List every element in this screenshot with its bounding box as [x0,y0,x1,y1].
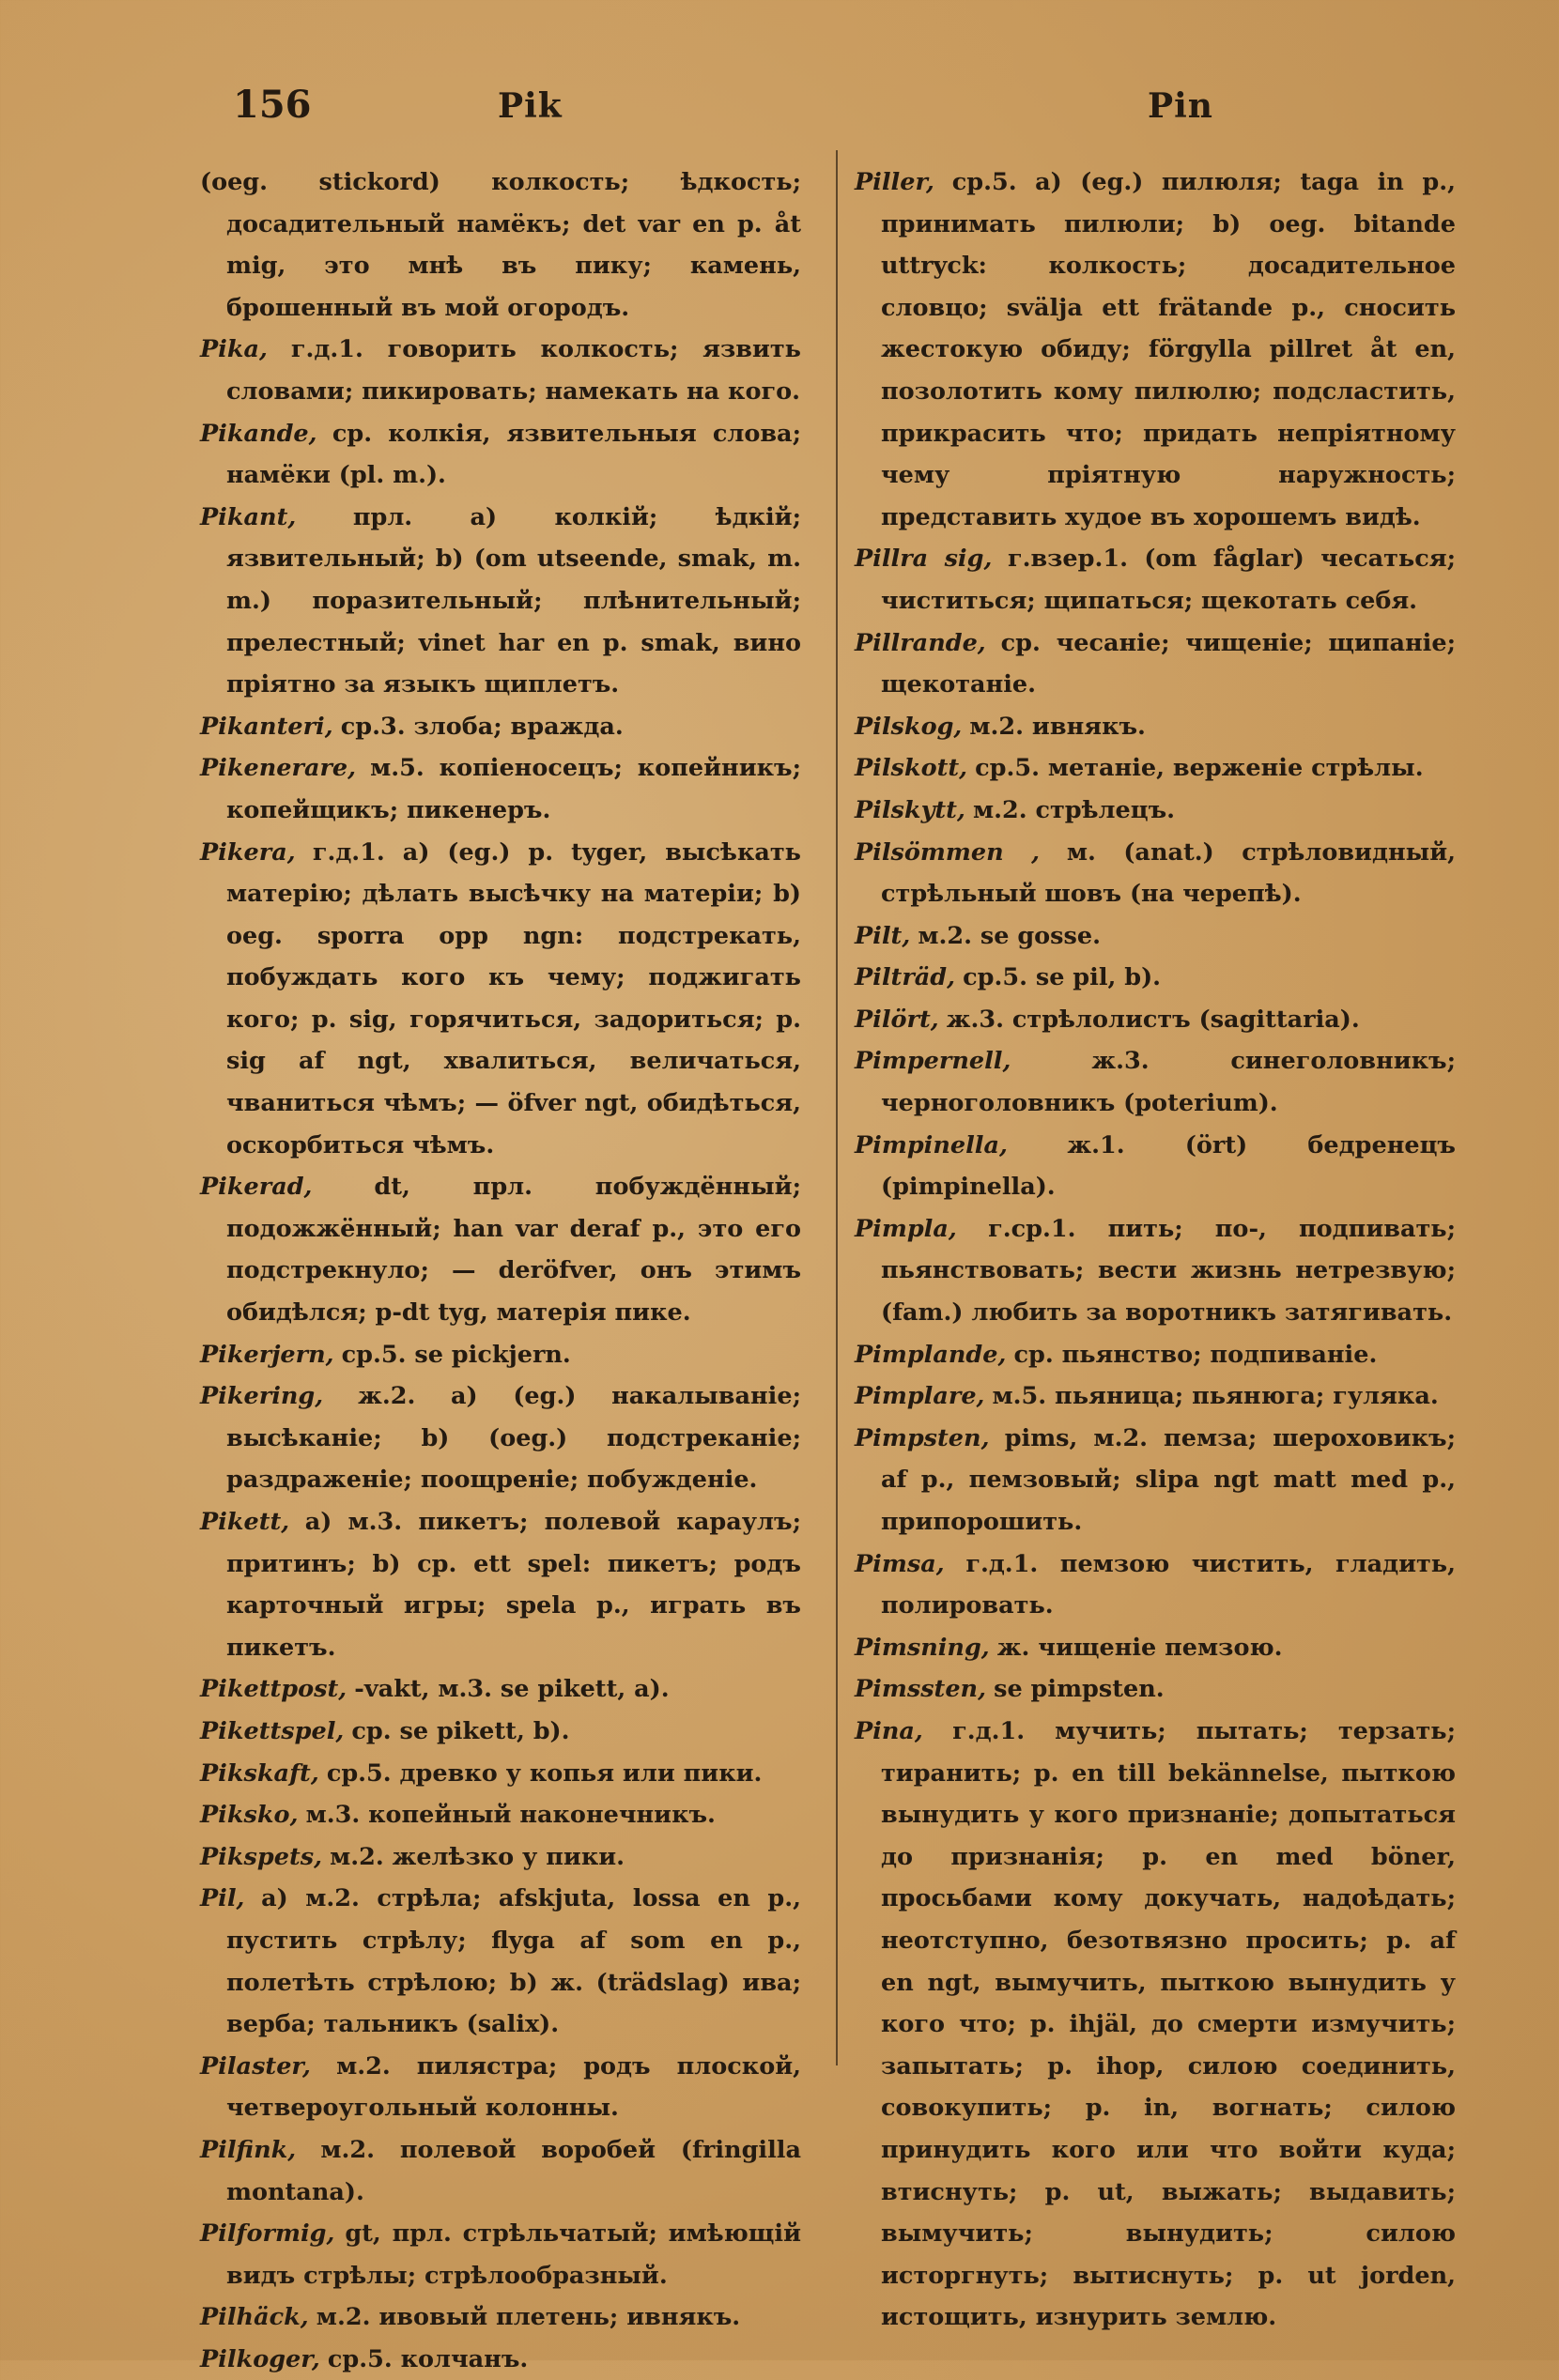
entry-headword: Pikant, [200,502,297,531]
dictionary-entry [200,497,801,706]
entry-headword: Pikskaft, [200,1758,319,1788]
entry-headword: Pimpinella, [855,1130,1008,1159]
dictionary-entry [200,1166,801,1333]
entry-definition: ср.5. a) (eg.) пилюля; taga in p., принимать пилюли; b) oeg. bitande uttryck: колкость; досадительное словцо; svälja ett frätande p., сносить жестокую обиду; förgylla pillret åt en, позолотить кому пилюлю; подсластить, прикрасить что; придать непріятному чему пріятную наружность; представить худое въ хорошемъ видѣ. [881,168,1456,531]
entry-definition: ср. se pikett, b). [351,1716,570,1745]
entry-definition: ср.5. метаніе, верженіе стрѣлы. [975,754,1424,783]
entry-headword: Pimsa, [855,1549,945,1578]
dictionary-entry [855,1418,1456,1543]
entry-definition: ж. чищеніе пемзою. [996,1633,1283,1662]
entry-definition: pims, м.2. пемза; шероховикъ; af p., пемзовый; slipa ngt matt med p., припорошить. [881,1423,1457,1536]
entry-headword: Pimplare, [855,1382,985,1411]
entry-headword: Pikerjern, [200,1340,334,1369]
column-divider [836,150,838,2065]
entry-headword: Pikerad, [200,1173,313,1202]
entry-definition: ж.1. (ört) бедренецъ (pimpinella). [881,1130,1456,1202]
entry-headword: Pikenerare, [200,754,357,783]
entry-definition: м. (anat.) стрѣловидный, стрѣльный шовъ (на черепѣ). [881,837,1456,909]
left-column [200,161,801,2380]
entry-headword: Pilhäck, [200,2303,309,2332]
dictionary-entry [200,329,801,412]
entry-definition: м.2. ивнякъ. [969,712,1146,741]
entry-headword: Pikettspel, [200,1716,345,1745]
entry-headword: Pikett, [200,1508,290,1536]
entry-definition: ср.5. se pil, b). [963,963,1162,992]
dictionary-entry [200,161,801,329]
dictionary-entry [855,538,1456,622]
entry-definition: a) м.3. пикетъ; полевой караулъ; притинъ; b) ср. ett spel: пикетъ; родъ карточный игры; spela p., играть въ пикетъ. [226,1508,801,1662]
entry-definition: м.5. пьяница; пьянюга; гуляка. [992,1382,1439,1411]
entry-definition: se pimpsten. [994,1675,1165,1704]
entry-headword: Pilkoger, [200,2344,320,2373]
entry-definition: ср.5. древко у копья или пики. [326,1758,763,1788]
entry-headword: Pilt, [855,921,911,950]
dictionary-entry [200,1878,801,2045]
entry-definition: м.2. желѣзко у пики. [330,1842,625,1871]
entry-definition: г.д.1. мучить; пытать; терзать; тиранить; p. en till bekännelse, пыткою вынудить у кого признаніе; допытаться до признанія; p. en med böner, просьбами кому докучать, надоѣдать; неотступно, безотвязно просить; p. af en ngt, вымучить, пыткою вынудить у кого что; p. ihjäl, до смерти измучить; запытать; p. ihop, силою соединить, совокупить; p. in, вогнать; силою принудить кого или что войти куда; втиснуть; p. ut, выжать; выдавить; вымучить; вынудить; силою исторгнуть; вытиснуть; p. ut jorden, истощить, изнурить землю. [881,1716,1456,2332]
entry-headword: Pilträd, [855,963,955,992]
entry-definition: ср. пьянство; подпиваніе. [1013,1340,1378,1369]
entry-headword: Pillra sig, [855,545,993,574]
entry-headword: Pimsning, [855,1633,990,1662]
entry-definition: ср.5. se pickjern. [341,1340,571,1369]
entry-headword: Pikering, [200,1382,324,1411]
dictionary-entry [200,832,801,1167]
dictionary-entry [200,1668,801,1711]
entry-definition: прл. a) колкій; ѣдкій; язвительный; b) (om utseende, smak, m. m.) поразительный; плѣнительный; прелестный; vinet har en p. smak, вино пріятно за языкъ щиплетъ. [226,502,801,699]
entry-headword: Pimssten, [855,1675,986,1704]
dictionary-entry [855,622,1456,706]
entry-headword: Pimpernell, [855,1047,1011,1076]
entry-definition: г.д.1. говорить колкость; язвить словами; пикировать; намекать на кого. [226,335,801,406]
right-column [855,161,1456,2339]
entry-headword: Pina, [855,1716,923,1745]
dictionary-entry [855,1334,1456,1376]
entry-definition: ср.3. злоба; вражда. [340,712,624,741]
entry-headword: Pilskytt, [855,795,965,824]
entry-definition: ж.3. стрѣлолистъ (sagittaria). [946,1005,1360,1034]
entry-definition: г.д.1. a) (eg.) p. tyger, высѣкать матерію; дѣлать высѣчку на матеріи; b) oeg. sporra opp ngn: подстрекать, побуждать кого къ чему; поджигать кого; p. sig, горячиться, задориться; p. sig af ngt, хвалиться, величаться, чваниться чѣмъ; — öfver ngt, обидѣться, оскорбиться чѣмъ. [226,837,801,1159]
page-header [0,83,1559,139]
guide-word-left: Pik [498,86,563,126]
entry-headword: Pilfink, [200,2135,297,2164]
entry-definition: (oeg. stickord) колкость; ѣдкость; досадительный намёкъ; det var en p. åt mig, это мнѣ въ пику; камень, брошенный въ мой огородъ. [200,168,801,322]
entry-headword: Pilört, [855,1005,939,1034]
entry-definition: м.2. пилястра; родъ плоской, четвероугольный колонны. [226,2051,801,2123]
dictionary-entry [200,2129,801,2213]
dictionary-entry [855,915,1456,958]
dictionary-entry [200,1794,801,1836]
dictionary-entry [855,999,1456,1041]
dictionary-entry [855,1375,1456,1418]
dictionary-entry [855,1668,1456,1711]
dictionary-entry [200,1501,801,1668]
dictionary-entry [855,790,1456,832]
entry-definition: a) м.2. стрѣла; afskjuta, lossa en p., пустить стрѣлу; flyga af som en p., полетѣть стрѣлою; b) ж. (trädslag) ива; верба; тальникъ (salix). [226,1884,802,2039]
entry-definition: г.ср.1. пить; по-, подпивать; пьянствовать; вести жизнь нетрезвую; (fam.) любить за воротникъ затягивать. [881,1214,1457,1328]
dictionary-entry [855,832,1456,915]
entry-definition: ср.5. колчанъ. [327,2344,529,2373]
entry-definition: ж.3. синеголовникъ; черноголовникъ (poterium). [881,1047,1457,1118]
dictionary-entry [855,957,1456,999]
dictionary-entry [200,2296,801,2339]
dictionary-entry [855,1711,1456,2339]
guide-word-right: Pin [1148,86,1213,126]
dictionary-entry [855,1208,1456,1334]
dictionary-entry [855,1040,1456,1124]
dictionary-entry [200,1753,801,1795]
dictionary-entry [855,706,1456,748]
page-number: 156 [233,83,312,127]
entry-definition: м.2. se gosse. [918,921,1101,950]
entry-headword: Pikettpost, [200,1675,347,1704]
entry-headword: Pillrande, [855,628,986,657]
entry-definition: ср. чесаніе; чищеніе; щипаніе; щекотаніе. [881,628,1456,699]
dictionary-entry [200,2213,801,2296]
dictionary-entry [200,2046,801,2129]
entry-headword: Pikera, [200,837,296,867]
entry-headword: Pilskog, [855,712,963,741]
entry-headword: Piller, [855,168,934,196]
entry-headword: Pilskott, [855,754,968,783]
entry-headword: Pikspets, [200,1842,322,1871]
entry-definition: gt, прл. стрѣльчатый; имѣющій видъ стрѣлы; стрѣлообразный. [226,2219,801,2290]
dictionary-entry [855,747,1456,790]
entry-headword: Pil, [200,1884,245,1913]
dictionary-entry [200,1836,801,1879]
dictionary-entry [855,1125,1456,1208]
entry-definition: г.взер.1. (om fåglar) чесаться; чиститься; щипаться; щекотать себя. [881,545,1457,615]
dictionary-entry [855,161,1456,538]
entry-headword: Pika, [200,335,268,364]
entry-headword: Pikande, [200,419,317,448]
entry-headword: Pimpla, [855,1214,957,1243]
entry-definition: -vakt, м.3. se pikett, a). [354,1675,670,1704]
entry-headword: Piksko, [200,1801,299,1830]
dictionary-entry [855,1543,1456,1627]
dictionary-entry [200,747,801,831]
entry-headword: Pimpsten, [855,1423,990,1452]
dictionary-entry [855,1627,1456,1669]
dictionary-entry [200,1711,801,1753]
entry-headword: Pilaster, [200,2051,311,2081]
entry-headword: Pimplande, [855,1340,1007,1369]
entry-definition: г.д.1. пемзою чистить, гладить, полировать. [881,1549,1456,1620]
entry-definition: ж.2. a) (eg.) накалываніе; высѣканіе; b) (oeg.) подстреканіе; раздраженіе; поощреніе; побужденіе. [226,1382,802,1495]
dictionary-entry [200,1375,801,1501]
entry-headword: Pilsömmen , [855,837,1041,867]
dictionary-entry [200,706,801,748]
entry-headword: Pilformig, [200,2219,335,2249]
entry-definition: м.2. стрѣлецъ. [972,795,1176,824]
entry-definition: м.2. ивовый плетень; ивнякъ. [316,2303,741,2332]
entry-definition: м.3. копейный наконечникъ. [305,1801,716,1830]
entry-definition: м.5. копіеносецъ; копейникъ; копейщикъ; пикенеръ. [226,754,801,824]
dictionary-entry [200,2339,801,2380]
dictionary-entry [200,1334,801,1376]
entry-definition: dt, прл. побуждённый; подожжённый; han var deraf p., это его подстрекнуло; — deröfver, онъ этимъ обидѣлся; p-dt tyg, матерія пике. [226,1173,801,1328]
entry-headword: Pikanteri, [200,712,333,741]
dictionary-entry [200,413,801,497]
entry-definition: м.2. полевой воробей (fringilla montana). [226,2135,802,2206]
entry-definition: ср. колкія, язвительныя слова; намёки (pl. m.). [226,419,801,490]
